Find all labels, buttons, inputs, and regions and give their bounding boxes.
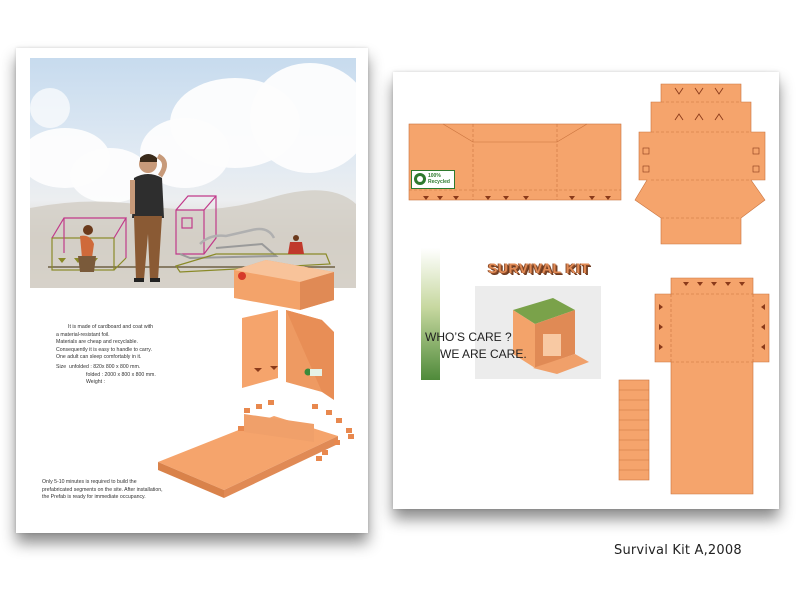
description-line: a material-resistant foil. — [56, 331, 110, 338]
caption: Survival Kit A,2008 — [614, 543, 742, 558]
unfolded-panel-long — [655, 278, 769, 494]
assembly-line: Only 5-10 minutes is required to build the — [42, 479, 137, 485]
description-line: One adult can sleep comfortably in it. — [56, 354, 142, 361]
description-line: Materials are cheap and recyclable. — [56, 339, 138, 346]
unfolded-net-right — [635, 84, 765, 244]
recycle-icon — [413, 172, 427, 186]
slogan-line-1: WHO’S CARE ? — [425, 330, 512, 344]
dieline-drawings — [393, 72, 779, 509]
kit-lid — [234, 260, 334, 310]
assembly-line: the Prefab is ready for immediate occupancy. — [42, 494, 146, 501]
kit-walls — [242, 310, 334, 400]
size-folded: folded : 2000 x 800 x 800 mm. — [86, 371, 156, 378]
size-label: Size — [56, 364, 67, 370]
kit-base — [158, 414, 338, 498]
ruled-strip — [619, 380, 649, 480]
assembly-line: prefabricated segments on the site. After installation, — [42, 486, 163, 493]
description-paragraph — [56, 324, 153, 362]
recycled-badge-text: 100% Recycled — [428, 173, 450, 185]
description-line: Consequently it is easy to handle to carry. — [56, 346, 152, 353]
survival-kit-title: SURVIVAL KIT — [488, 260, 590, 276]
assembly-illustration — [16, 48, 368, 533]
weight-label: Weight : — [86, 379, 105, 386]
green-gradient-bar — [421, 248, 440, 380]
left-page — [16, 48, 368, 533]
right-page — [393, 72, 779, 509]
description-line: It is made of cardboard and coat with — [68, 324, 154, 330]
specifications — [56, 364, 156, 387]
recycled-badge — [411, 170, 455, 189]
slogan-line-2: WE ARE CARE. — [440, 347, 527, 361]
assembly-paragraph — [42, 479, 163, 502]
size-unfolded: unfolded : 820x 800 x 800 mm. — [68, 364, 141, 370]
